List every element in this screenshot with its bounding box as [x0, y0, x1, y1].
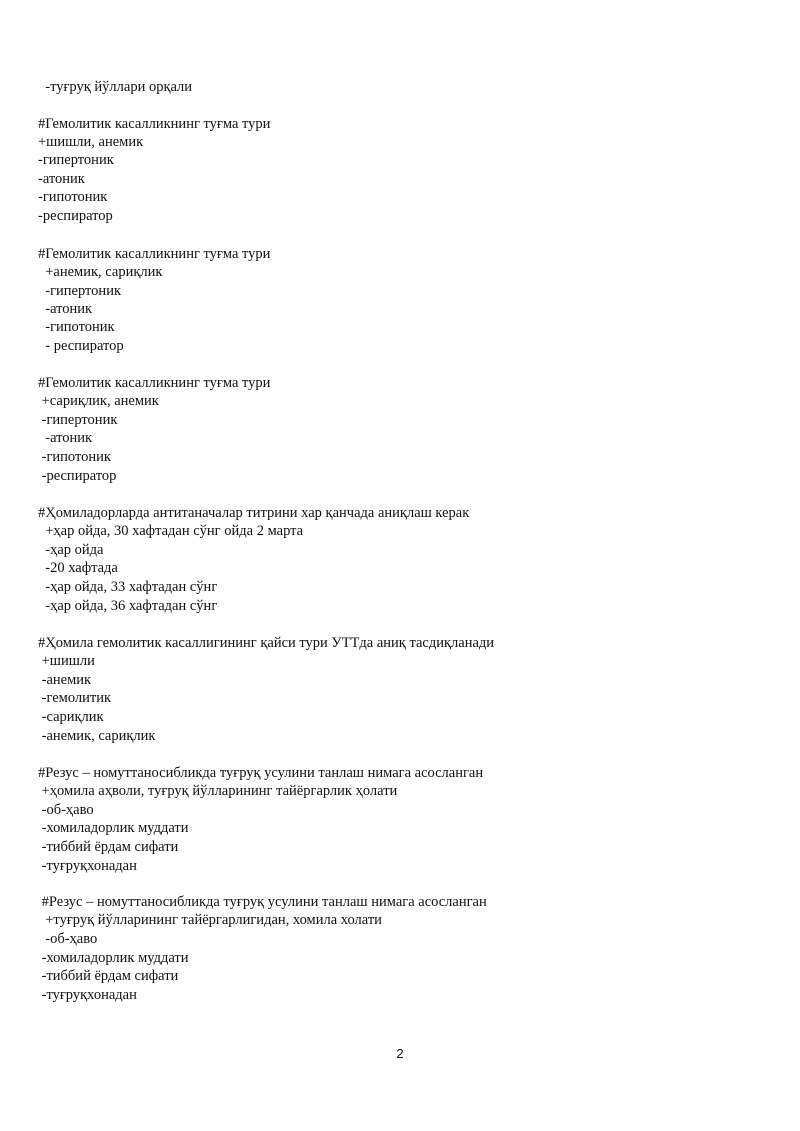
answer-option: -респиратор — [38, 468, 117, 484]
question-heading: #Ҳомиладорларда антитаначалар титрини хар қанчада аниқлаш керак — [38, 505, 470, 521]
answer-option: -ҳар ойда, 36 хафтадан сўнг — [38, 598, 218, 614]
question-heading: #Резус – номуттаносибликда туғруқ усулини танлаш нимага асосланган — [38, 894, 487, 910]
answer-correct: +анемик, сариқлик — [38, 264, 163, 280]
answer-option: -гипотоник — [38, 189, 108, 205]
answer-correct: +шишли, анемик — [38, 134, 144, 150]
answer-option: -атоник — [38, 430, 93, 446]
answer-option: -ҳар ойда — [38, 542, 104, 558]
answer-option: -гипертоник — [38, 152, 114, 168]
answer-option: -гипертоник — [38, 283, 121, 299]
answer-correct: +ҳомила аҳволи, туғруқ йўлларининг тайёргарлик ҳолати — [38, 783, 398, 799]
answer-option: -атоник — [38, 301, 93, 317]
question-heading: #Гемолитик касалликнинг туғма тури — [38, 246, 271, 262]
answer-option: -туғруқхонадан — [38, 987, 137, 1003]
answer-option: -гипотоник — [38, 449, 111, 465]
answer-option: -об-ҳаво — [38, 802, 94, 818]
answer-option: -туғруқхонадан — [38, 858, 137, 874]
answer-option: -тиббий ёрдам сифати — [38, 839, 179, 855]
answer-option: -гипотоник — [38, 319, 115, 335]
answer-option: -респиратор — [38, 208, 113, 224]
answer-option: -анемик, сариқлик — [38, 728, 156, 744]
answer-option: -хомиладорлик муддати — [38, 820, 189, 836]
answer-option: - респиратор — [38, 338, 124, 354]
answer-option: -20 хафтада — [38, 560, 118, 576]
page-number: 2 — [396, 1046, 404, 1061]
answer-option: -гемолитик — [38, 690, 112, 706]
answer-option: -сариқлик — [38, 709, 104, 725]
text-line: -туғруқ йўллари орқали — [38, 79, 193, 95]
question-heading: #Гемолитик касалликнинг туғма тури — [38, 375, 271, 391]
question-heading: #Ҳомила гемолитик касаллигининг қайси тури УТТда аниқ тасдиқланади — [38, 635, 495, 651]
answer-option: -тиббий ёрдам сифати — [38, 968, 179, 984]
answer-correct: +шишли — [38, 653, 95, 669]
answer-option: -хомиладорлик муддати — [38, 950, 189, 966]
answer-option: -атоник — [38, 171, 85, 187]
answer-correct: +сариқлик, анемик — [38, 393, 159, 409]
answer-correct: +туғруқ йўлларининг тайёргарлигидан, хомила холати — [38, 912, 382, 928]
question-heading: #Резус – номуттаносибликда туғруқ усулини танлаш нимага асосланган — [38, 765, 484, 781]
answer-option: -ҳар ойда, 33 хафтадан сўнг — [38, 579, 218, 595]
answer-option: -гипертоник — [38, 412, 118, 428]
answer-option: -об-ҳаво — [38, 931, 98, 947]
question-heading: #Гемолитик касалликнинг туғма тури — [38, 116, 271, 132]
answer-option: -анемик — [38, 672, 92, 688]
answer-correct: +ҳар ойда, 30 хафтадан сўнг ойда 2 марта — [38, 523, 304, 539]
